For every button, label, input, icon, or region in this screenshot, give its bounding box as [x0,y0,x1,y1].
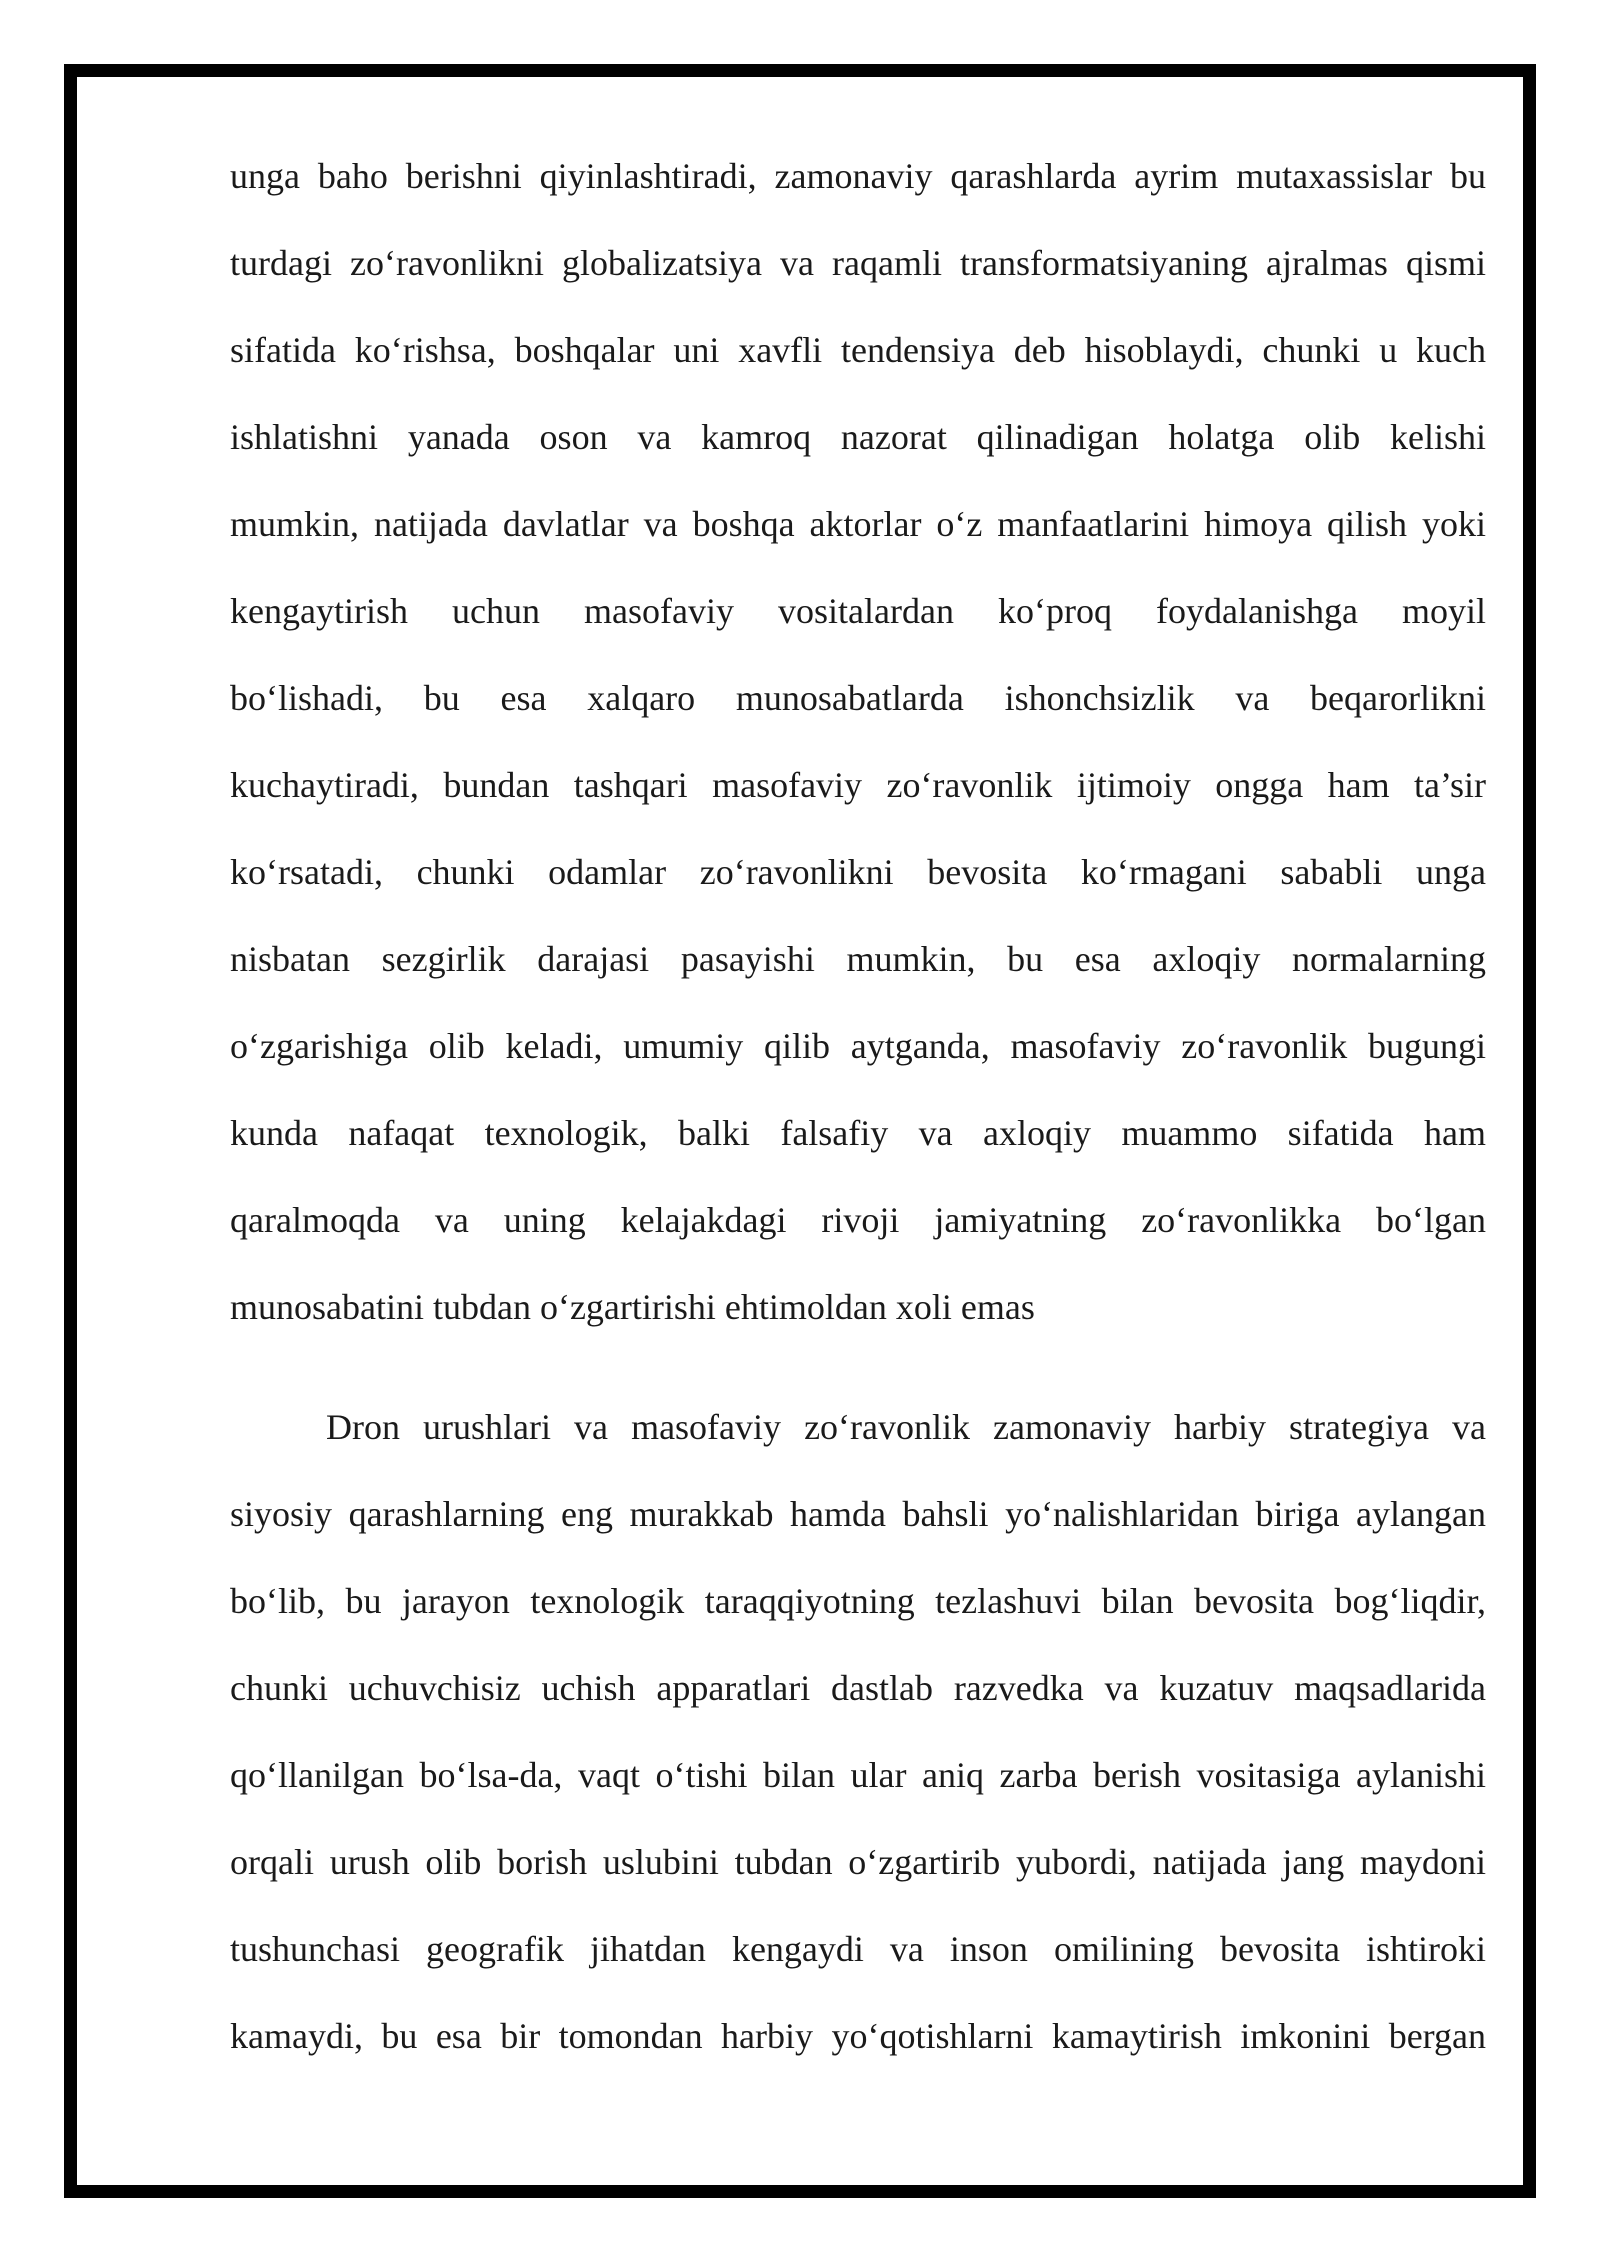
paragraph-line: ishlatishni yanada oson va kamroq nazorat qilinadigan holatga olib kelishi [230,417,1486,457]
paragraph-line: turdagi zo‘ravonlikni globalizatsiya va raqamli transformatsiyaning ajralmas qismi [230,243,1486,283]
paragraph-2 [230,1384,1486,2080]
paragraph-line: siyosiy qarashlarning eng murakkab hamda bahsli yo‘nalishlaridan biriga aylangan [230,1494,1486,1534]
paragraph-line: kunda nafaqat texnologik, balki falsafiy va axloqiy muammo sifatida ham [230,1113,1486,1153]
paragraph-line: qo‘llanilgan bo‘lsa-da, vaqt o‘tishi bilan ular aniq zarba berish vositasiga aylanishi [230,1755,1486,1795]
paragraph-line: orqali urush olib borish uslubini tubdan o‘zgartirib yubordi, natijada jang maydoni [230,1842,1486,1882]
paragraph-line: o‘zgarishiga olib keladi, umumiy qilib aytganda, masofaviy zo‘ravonlik bugungi [230,1026,1486,1066]
paragraph-line: nisbatan sezgirlik darajasi pasayishi mumkin, bu esa axloqiy normalarning [230,939,1486,979]
paragraph-line: sifatida ko‘rishsa, boshqalar uni xavfli tendensiya deb hisoblaydi, chunki u kuch [230,330,1486,370]
paragraph-line: ko‘rsatadi, chunki odamlar zo‘ravonlikni bevosita ko‘rmagani sababli unga [230,852,1486,892]
paragraph-line: kamaydi, bu esa bir tomondan harbiy yo‘qotishlarni kamaytirish imkonini bergan [230,2016,1486,2056]
paragraph-line: munosabatini tubdan o‘zgartirishi ehtimoldan xoli emas [230,1287,1035,1327]
paragraph-line: kuchaytiradi, bundan tashqari masofaviy zo‘ravonlik ijtimoiy ongga ham ta’sir [230,765,1486,805]
paragraph-1 [230,133,1486,1351]
paragraph-line: bo‘lishadi, bu esa xalqaro munosabatlarda ishonchsizlik va beqarorlikni [230,678,1486,718]
paragraph-line: qaralmoqda va uning kelajakdagi rivoji jamiyatning zo‘ravonlikka bo‘lgan [230,1200,1486,1240]
paragraph-line: Dron urushlari va masofaviy zo‘ravonlik zamonaviy harbiy strategiya va [326,1407,1486,1447]
paragraph-line: mumkin, natijada davlatlar va boshqa aktorlar o‘z manfaatlarini himoya qilish yoki [230,504,1486,544]
paragraph-line: bo‘lib, bu jarayon texnologik taraqqiyotning tezlashuvi bilan bevosita bog‘liqdir, [230,1581,1486,1621]
paragraph-line: unga baho berishni qiyinlashtiradi, zamonaviy qarashlarda ayrim mutaxassislar bu [230,156,1486,196]
paragraph-line: kengaytirish uchun masofaviy vositalardan ko‘proq foydalanishga moyil [230,591,1486,631]
paragraph-line: chunki uchuvchisiz uchish apparatlari dastlab razvedka va kuzatuv maqsadlarida [230,1668,1486,1708]
paragraph-line: tushunchasi geografik jihatdan kengaydi va inson omilining bevosita ishtiroki [230,1929,1486,1969]
